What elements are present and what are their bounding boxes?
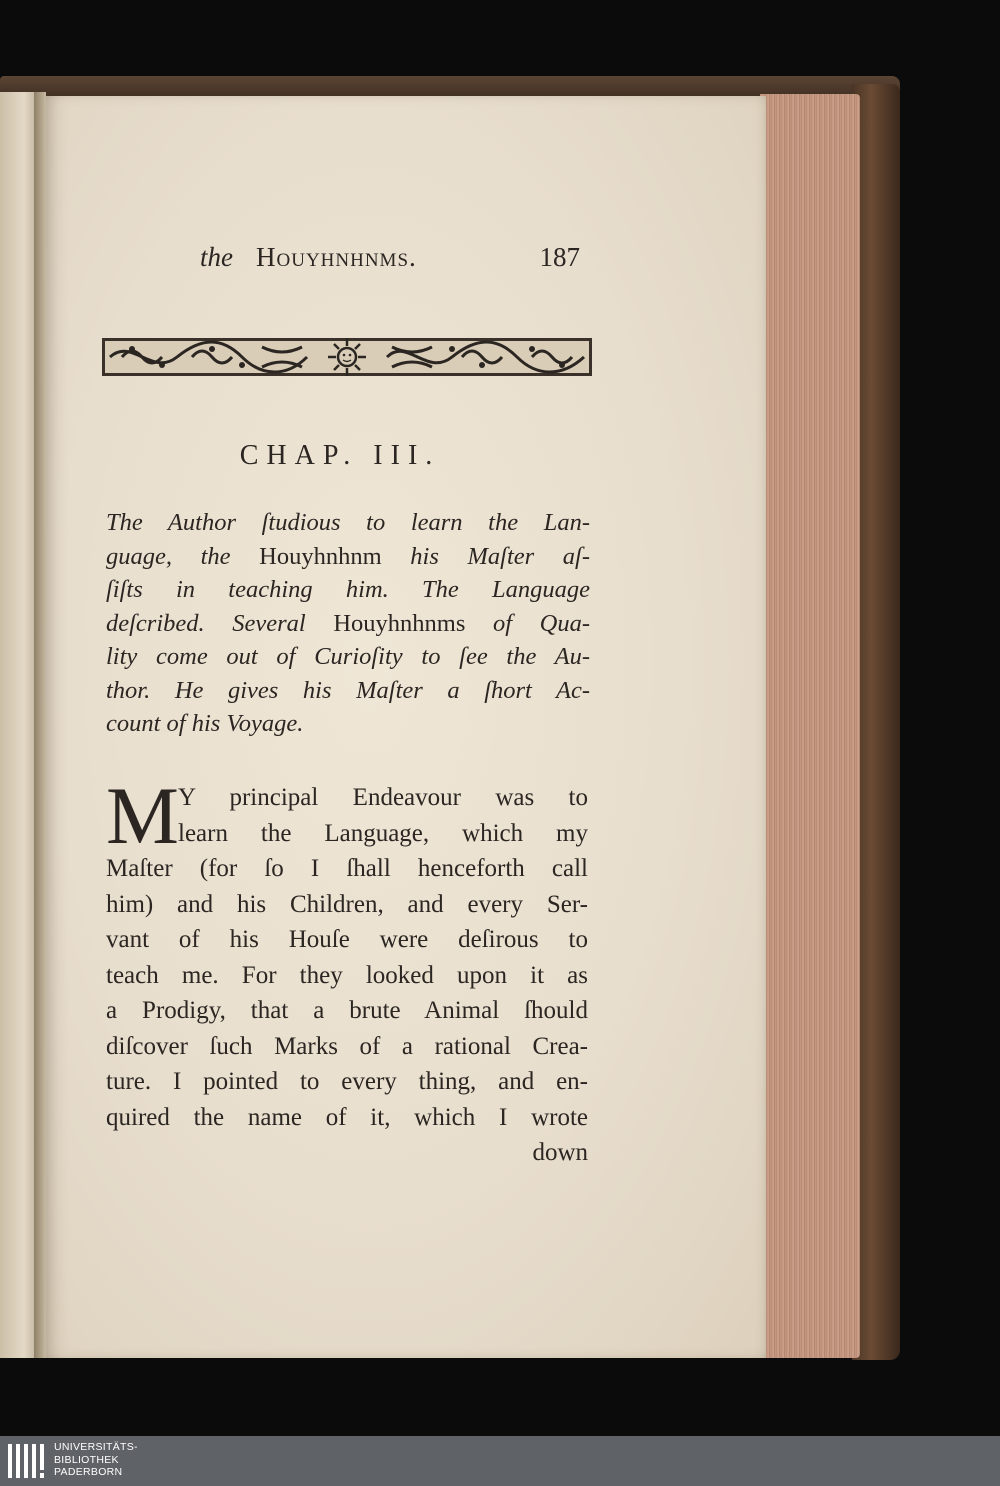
body-line: learn the Language, which my: [178, 819, 588, 847]
book-gutter: [34, 92, 46, 1358]
summary-line: [106, 674, 590, 708]
running-head-article: the: [200, 242, 233, 272]
summary-text: of Qua-: [465, 609, 590, 637]
headpiece-ornament: [102, 332, 592, 382]
body-line: teach me. For they looked upon it as: [106, 961, 588, 989]
summary-text: guage, the: [106, 542, 260, 570]
summary-text: count of his Voyage.: [106, 710, 304, 737]
body-line: vant of his Houſe were deſirous to: [106, 926, 588, 953]
summary-line: [106, 607, 590, 641]
chapter-heading: CHAP. III.: [239, 440, 441, 471]
body-line: diſcover ſuch Marks of a rational Crea-: [106, 1032, 588, 1060]
library-logo-line: UNIVERSITÄTS-: [54, 1441, 138, 1453]
chapter-summary: [106, 506, 590, 741]
summary-line: [106, 506, 590, 540]
summary-text: The Author ſtudious to learn the Lan-: [106, 509, 590, 536]
summary-line: [106, 707, 590, 741]
summary-text: thor. He gives his Maſter a ſhort Ac-: [106, 676, 590, 704]
running-head-title: Houyhnhnms.: [256, 242, 417, 272]
library-logo-text: [54, 1441, 174, 1479]
summary-line: [106, 640, 590, 674]
summary-text: lity come out of Curioſity to ſee the Au-: [106, 643, 590, 670]
summary-text: ſiſts in teaching him. The Language: [106, 576, 590, 603]
body-text: [106, 770, 588, 1171]
body-line: Y principal Endeavour was to: [178, 784, 588, 811]
body-line: him) and his Children, and every Ser-: [106, 890, 588, 918]
summary-text: his Maſter aſ-: [381, 542, 590, 570]
catchword: down: [532, 1139, 588, 1166]
summary-line: [106, 573, 590, 607]
library-logo-line: PADERBORN: [54, 1466, 123, 1478]
library-footer: [0, 1436, 1000, 1486]
body-line: Maſter (for ſo I ſhall henceforth call: [106, 855, 588, 882]
body-line: a Prodigy, that a brute Animal ſhould: [106, 997, 588, 1024]
library-logo-icon: [8, 1444, 46, 1478]
body-line: ture. I pointed to every thing, and en-: [106, 1068, 588, 1095]
drop-cap: M: [106, 770, 179, 861]
page-block-edges: [760, 94, 860, 1358]
page-number: 187: [539, 242, 580, 272]
body-line: quired the name of it, which I wrote: [106, 1103, 588, 1131]
summary-proper-noun: Houyhnhnm: [259, 542, 382, 570]
running-head: [200, 242, 590, 282]
summary-line: [106, 540, 590, 574]
summary-text: deſcribed. Several: [106, 609, 334, 637]
summary-proper-noun: Houyhnhnms: [333, 609, 466, 637]
library-logo-line: BIBLIOTHEK: [54, 1453, 119, 1466]
